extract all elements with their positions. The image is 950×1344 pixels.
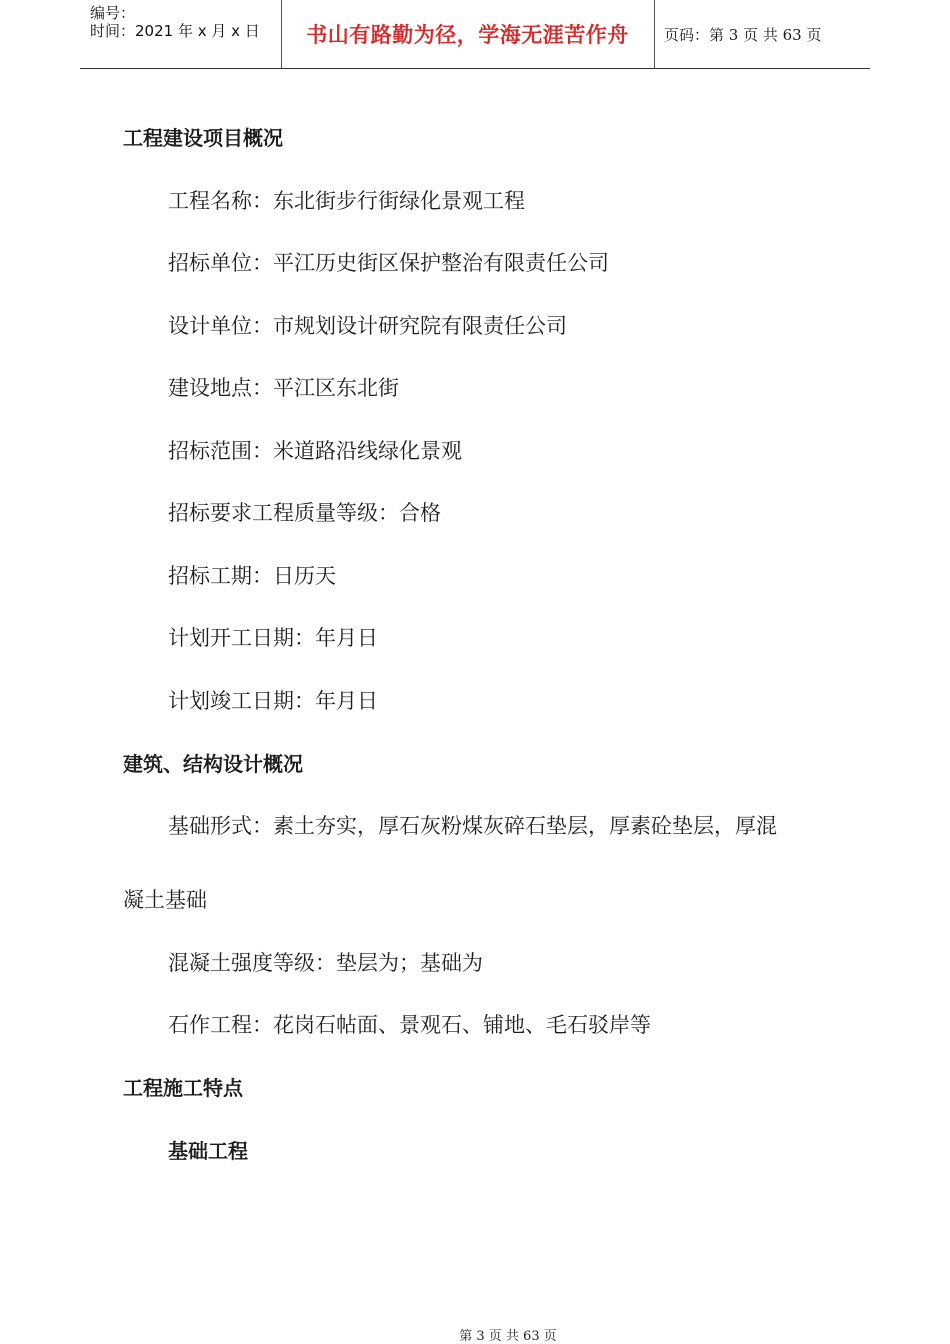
project-name-line: 工程名称：东北街步行街绿化景观工程 [168,189,525,213]
quality-level-line: 招标要求工程质量等级：合格 [168,501,441,525]
section-title-design-overview: 建筑、结构设计概况 [123,752,303,776]
header-meta-cell [80,0,282,68]
footer-page-number: 第 3 页 共 63 页 [459,1329,557,1344]
document-time-label: 时间：2021 年 x 月 x 日 [90,22,260,40]
header-page-number: 页码：第 3 页 共 63 页 [664,25,822,44]
header-page-cell [655,0,870,68]
header-motto: 书山有路勤为径，学海无涯苦作舟 [306,23,629,47]
stone-work-line: 石作工程：花岗石帖面、景观石、铺地、毛石驳岸等 [168,1013,651,1037]
foundation-line-1: 基础形式：素土夯实，厚石灰粉煤灰碎石垫层，厚素砼垫层，厚混 [168,814,777,838]
header-motto-cell [281,0,655,68]
location-line: 建设地点：平江区东北街 [168,376,399,400]
tender-scope-line: 招标范围：米道路沿线绿化景观 [168,439,462,463]
duration-line: 招标工期：日历天 [168,564,336,588]
page-header [80,0,870,69]
concrete-grade-line: 混凝土强度等级：垫层为；基础为 [168,951,483,975]
start-date-line: 计划开工日期：年月日 [168,626,378,650]
page-footer [0,1325,950,1344]
subsection-title-foundation: 基础工程 [168,1139,248,1163]
section-title-construction-features: 工程施工特点 [123,1076,243,1100]
document-number-label: 编号： [90,4,136,22]
end-date-line: 计划竣工日期：年月日 [168,689,378,713]
tender-unit-line: 招标单位：平江历史街区保护整治有限责任公司 [168,251,609,275]
foundation-line-2: 凝土基础 [123,888,207,912]
design-unit-line: 设计单位：市规划设计研究院有限责任公司 [168,314,567,338]
section-title-project-overview: 工程建设项目概况 [123,126,283,150]
